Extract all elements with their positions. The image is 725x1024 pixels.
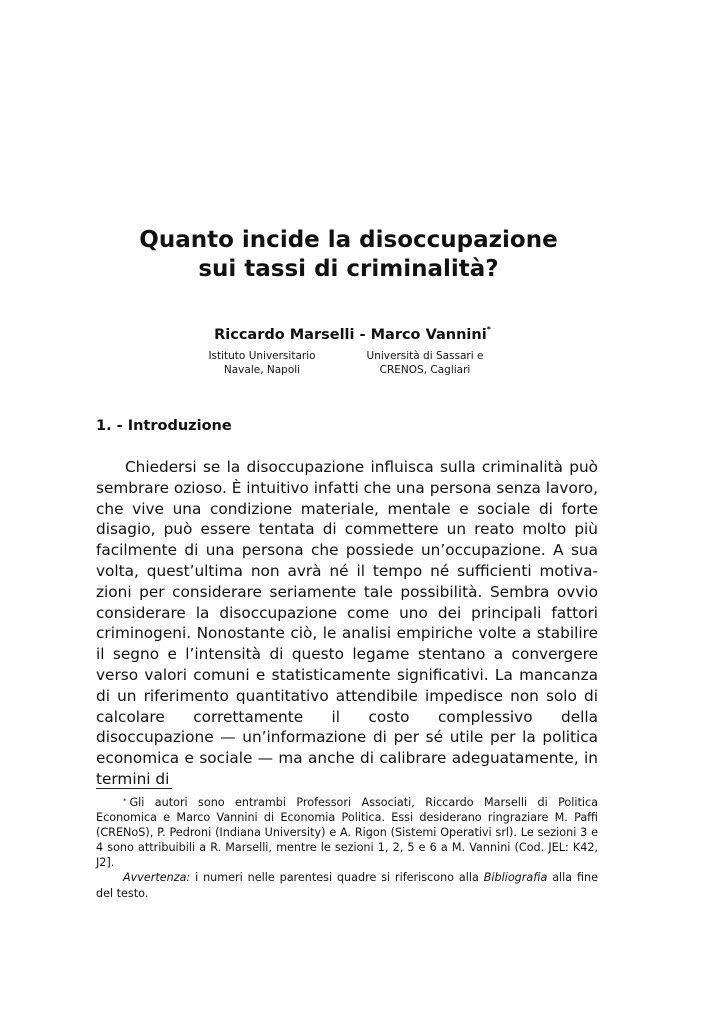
footnote-warning-text: alla fine del testo. xyxy=(96,871,599,900)
footnote-separator xyxy=(96,788,172,789)
footnote-mark: * xyxy=(123,797,127,805)
author-names xyxy=(150,327,555,343)
paper-title xyxy=(96,226,601,284)
affiliation-vannini xyxy=(345,349,505,377)
footnote-authors-text: Gli autori sono entrambi Professori Associati, Riccardo Marselli di Politica Economica e Marco Vannini di Economia Politica. Essi desiderano ringraziare M. Paffi (CRENoS), P. Pedroni (Indiana University) e A. Rigon (Sistemi Operativi srl). Le sezioni 3 e 4 sono attribuibili a R. Marselli, mentre le sezioni 1, 2, 5 e 6 a M. Vannini (Cod. JEL: K42, J2]. xyxy=(96,796,598,870)
footnote-warning-text: i numeri nelle parentesi quadre si riferiscono alla xyxy=(190,871,484,885)
body-paragraph: Chiedersi se la disoccupazione influisca sulla criminalità può sembrare ozioso. È intuitivo infatti che una persona senza lavoro, che vive una condizione materiale, mentale e sociale di forte disagio, può essere tentata di commettere un reato molto più facilmente di una persona che possiede un’occupazione. A sua volta, quest’ultima non avrà né il tempo né sufficienti motivazioni per considerare seriamente tale possibilità. Sembra ovvio considerare la disoccupazione come uno dei principali fattori criminogeni. Nonostante ciò, le analisi empiriche volte a stabilire il segno e l’intensità di questo legame stentano a convergere verso valori comuni e statisticamente significativi. La mancanza di un riferimento quantitativo attendibile impedisce non solo di calcolare correttamente il costo complessivo della disoccupazione — un’informazione di per sé utile per la politica economica e sociale — ma anche di calibrare adeguatamente, in termini di xyxy=(96,458,598,788)
paper-title-line-1: Quanto incide la disoccupazione xyxy=(139,227,558,253)
affiliation-line: Istituto Universitario xyxy=(208,350,316,362)
affiliation-line: Università di Sassari e xyxy=(366,350,484,362)
author-footnote-mark: * xyxy=(486,325,491,334)
affiliation-line: CRENOS, Cagliari xyxy=(379,364,471,376)
section-heading: 1. - Introduzione xyxy=(96,418,232,434)
footnote-warning-label: Avvertenza: xyxy=(123,871,191,885)
affiliation-marselli xyxy=(182,349,342,377)
footnotes xyxy=(96,795,598,901)
footnote-bibliography-ref: Bibliografia xyxy=(483,871,548,885)
footnote-warning xyxy=(96,870,598,900)
footnote-authors xyxy=(96,795,598,870)
paper-title-line-2: sui tassi di criminalità? xyxy=(198,256,499,282)
author-names-text: Riccardo Marselli - Marco Vannini xyxy=(214,327,487,343)
affiliation-line: Navale, Napoli xyxy=(223,364,301,376)
